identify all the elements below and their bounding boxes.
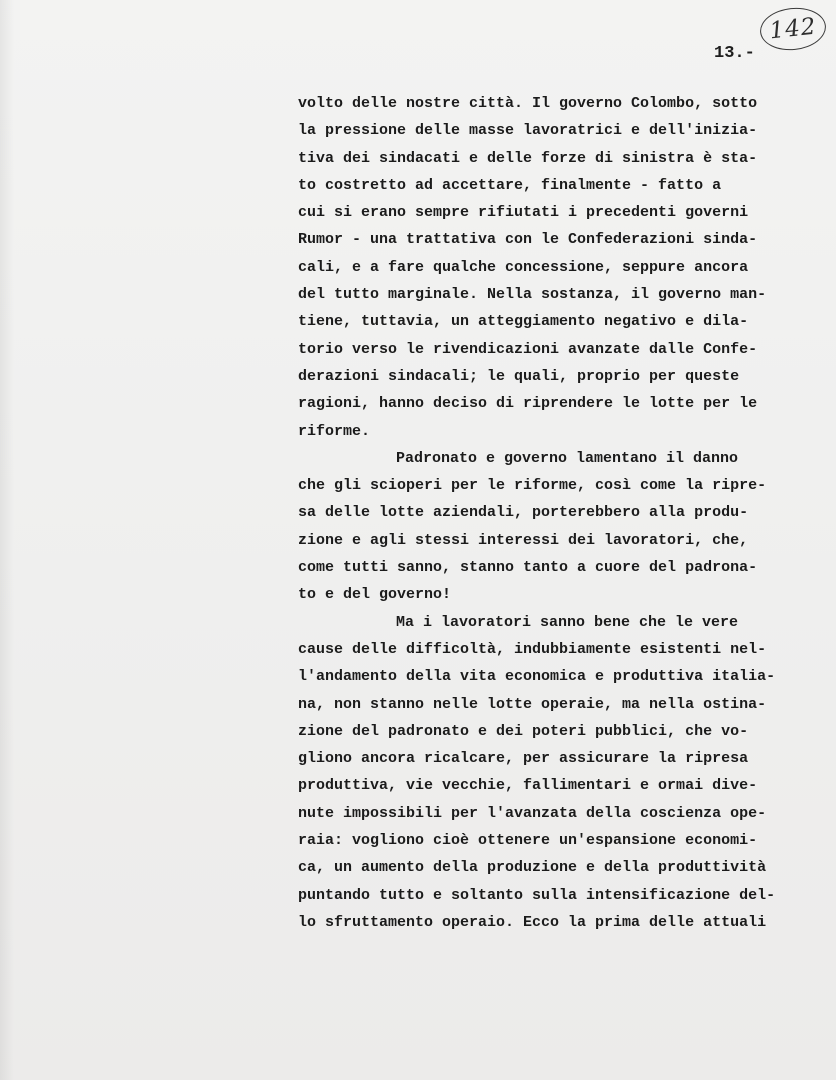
text-line: zione del padronato e dei poteri pubblici, che vo- <box>298 722 749 740</box>
paragraph-start-line: Ma i lavoratori sanno bene che le vere <box>396 613 739 631</box>
text-line: tiva dei sindacati e delle forze di sinistra è sta- <box>298 149 758 167</box>
text-line: gliono ancora ricalcare, per assicurare la ripresa <box>298 750 749 768</box>
text-line: come tutti sanno, stanno tanto a cuore del padrona- <box>298 559 758 577</box>
text-line: derazioni sindacali; le quali, proprio per queste <box>298 367 740 385</box>
text-line: cali, e a fare qualche concessione, seppure ancora <box>298 258 749 276</box>
paragraph-start-line: Padronato e governo lamentano il danno <box>396 449 739 467</box>
text-line: sa delle lotte aziendali, porterebbero alla produ- <box>298 504 749 522</box>
archive-number-stamp <box>758 5 828 54</box>
text-line: volto delle nostre città. Il governo Colombo, sotto <box>298 95 758 112</box>
text-line: puntando tutto e soltanto sulla intensificazione del- <box>298 886 776 904</box>
page-number: 13.- <box>714 44 755 63</box>
text-line: na, non stanno nelle lotte operaie, ma nella ostina- <box>298 695 767 713</box>
text-line: cause delle difficoltà, indubbiamente esistenti nel- <box>298 640 767 658</box>
page-edge-shadow <box>0 0 14 1080</box>
text-line: to e del governo! <box>298 586 452 604</box>
text-line: produttiva, vie vecchie, fallimentari e ormai dive- <box>298 777 758 795</box>
text-line: zione e agli stessi interessi dei lavoratori, che, <box>298 531 749 549</box>
text-line: to costretto ad accettare, finalmente - fatto a <box>298 176 722 194</box>
text-line: del tutto marginale. Nella sostanza, il governo man- <box>298 286 767 304</box>
text-line: l'andamento della vita economica e produttiva italia- <box>298 668 776 686</box>
text-line: che gli scioperi per le riforme, così come la ripre- <box>298 477 767 495</box>
typewritten-text-body <box>298 90 826 936</box>
text-line: ca, un aumento della produzione e della produttività <box>298 859 767 877</box>
text-line: nute impossibili per l'avanzata della coscienza ope- <box>298 804 767 822</box>
text-line: la pressione delle masse lavoratrici e dell'inizia- <box>298 122 758 140</box>
archive-number-text: 142 <box>768 13 818 45</box>
text-line: cui si erano sempre rifiutati i precedenti governi <box>298 204 749 222</box>
text-line: riforme. <box>298 422 371 440</box>
text-line: Rumor - una trattativa con le Confederazioni sinda- <box>298 231 758 249</box>
text-line: raia: vogliono cioè ottenere un'espansione economi- <box>298 832 758 850</box>
text-line: tiene, tuttavia, un atteggiamento negativo e dila- <box>298 313 749 331</box>
text-line: torio verso le rivendicazioni avanzate dalle Confe- <box>298 340 758 358</box>
text-line: ragioni, hanno deciso di riprendere le lotte per le <box>298 395 758 413</box>
text-line: lo sfruttamento operaio. Ecco la prima delle attuali <box>298 913 767 931</box>
